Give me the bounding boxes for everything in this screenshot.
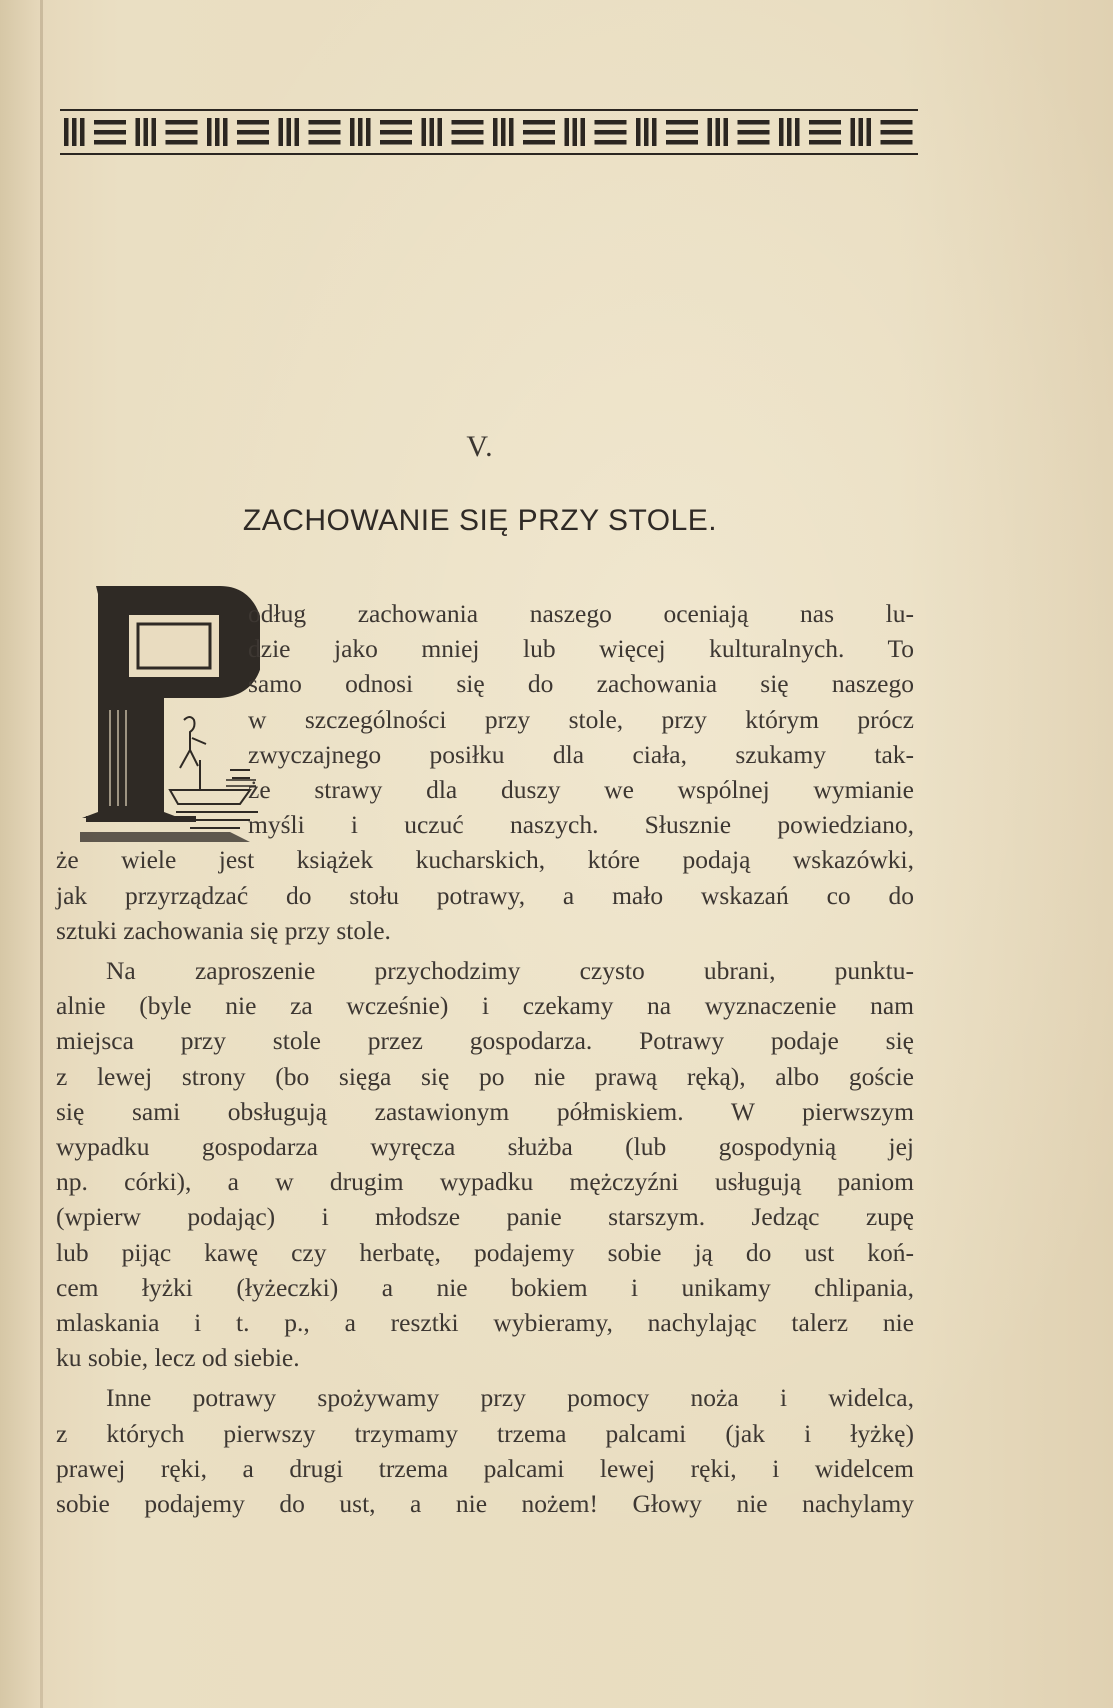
text-line: cem łyżki (łyżeczki) a nie bokiem i unikamy chlipania, (56, 1272, 914, 1302)
ornament-unit (279, 118, 341, 146)
chapter-title: ZACHOWANIE SIĘ PRZY STOLE. (242, 504, 718, 537)
text-line: wypadku gospodarza wyręcza służba (lub gospodynią jej (56, 1132, 914, 1162)
ornament-unit (136, 118, 198, 146)
ornament-unit (708, 118, 770, 146)
paragraph (56, 596, 914, 948)
text-line: jak przyrządzać do stołu potrawy, a mało wskazań co do (56, 880, 914, 910)
text-line: w szczególności przy stole, przy którym prócz (248, 704, 914, 734)
text-line: (wpierw podając) i młodsze panie starszym. Jedząc zupę (56, 1202, 914, 1232)
text-line: samo odnosi się do zachowania się naszego (248, 669, 914, 699)
text-line: myśli i uczuć naszych. Słusznie powiedziano, (248, 810, 914, 840)
text-line: zwyczajnego posiłku dla ciała, szukamy tak- (248, 739, 914, 769)
paragraph (56, 1380, 914, 1521)
text-line: sztuki zachowania się przy stole. (56, 915, 391, 945)
text-line: dzie jako mniej lub więcej kulturalnych. To (248, 634, 914, 664)
text-line: odług zachowania naszego oceniają nas lu- (248, 599, 914, 628)
greek-key-border-icon (60, 108, 918, 156)
ornament-unit (493, 118, 555, 146)
text-line: że strawy dla duszy we wspólnej wymianie (248, 775, 914, 805)
paragraph (56, 953, 914, 1375)
text-line: alnie (byle nie za wcześnie) i czekamy na wyznaczenie nam (56, 991, 914, 1021)
binding-edge (40, 0, 43, 1708)
ornament-unit (636, 118, 698, 146)
body-text (56, 596, 914, 1521)
ornament-unit (565, 118, 627, 146)
text-line: się sami obsługują zastawionym półmiskiem. W pierwszym (56, 1096, 914, 1126)
text-line: lub pijąc kawę czy herbatę, podajemy sobie ją do ust koń- (56, 1237, 914, 1267)
text-line: że wiele jest książek kucharskich, które podają wskazówki, (56, 845, 914, 875)
text-line: z lewej strony (bo sięga się po nie prawą ręką), albo goście (56, 1061, 914, 1091)
text-line: sobie podajemy do ust, a nie nożem! Głowy nie nachylamy (56, 1489, 914, 1519)
text-line: Na zaproszenie przychodzimy czysto ubrani, punktu- (106, 956, 914, 986)
text-line: ku sobie, lecz od siebie. (56, 1343, 300, 1373)
chapter-number: V. (466, 430, 494, 463)
text-line: mlaskania i t. p., a resztki wybieramy, nachylając talerz nie (56, 1308, 914, 1338)
text-line: Inne potrawy spożywamy przy pomocy noża i widelca, (106, 1383, 914, 1413)
text-line: z których pierwszy trzymamy trzema palcami (jak i łyżkę) (56, 1418, 914, 1448)
ornament-unit (350, 118, 412, 146)
text-line: miejsca przy stole przez gospodarza. Potrawy podaje się (56, 1026, 914, 1056)
ornament-unit (779, 118, 841, 146)
ornament-unit (207, 118, 269, 146)
ornament-unit (422, 118, 484, 146)
text-line: np. córki), a w drugim wypadku mężczyźni usługują paniom (56, 1167, 914, 1197)
ornament-unit (64, 118, 126, 146)
text-line: prawej ręki, a drugi trzema palcami lewej ręki, i widelcem (56, 1453, 914, 1483)
ornament-unit (851, 118, 913, 146)
